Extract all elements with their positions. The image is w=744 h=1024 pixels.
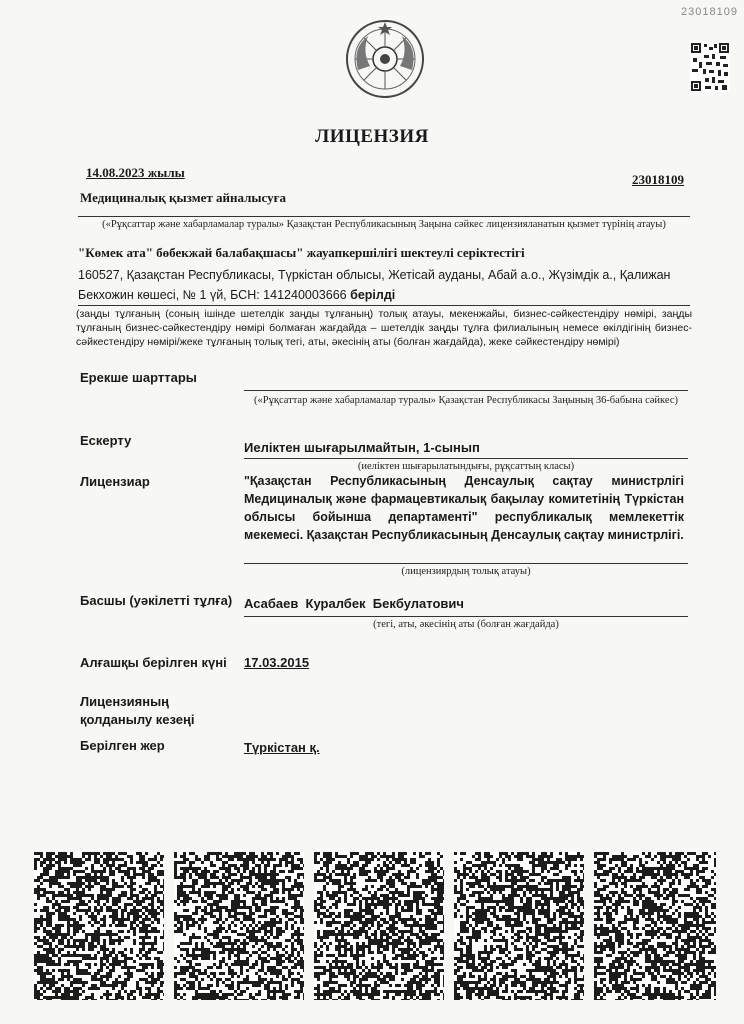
address-text: 160527, Қазақстан Республикасы, Түркістан облысы, Жетісай ауданы, Абай а.о., Жүзімдік а., Қалижан Бекхожин көшесі, № 1 үй, БСН: 141240003666 (78, 268, 671, 302)
special-conditions-caption: («Рұқсаттар және хабарламалар туралы» Қазақстан Республикасы Заңының 36-бабына сәйкес) (254, 395, 678, 406)
licensor-caption: (лицензиярдың толық атауы) (401, 566, 531, 577)
licensor-rule (244, 563, 688, 564)
head-rule (244, 616, 688, 617)
remark-caption: (иеліктен шығарылатындығы, рұқсаттың класы) (357, 461, 575, 472)
organization-address (78, 265, 690, 305)
special-conditions-rule (244, 390, 688, 391)
special-conditions-label: Ерекше шарттары (80, 370, 197, 385)
first-issue-label: Алғашқы берілген күні (80, 655, 227, 670)
head-caption: (тегі, аты, әкесінің аты (болған жағдайда) (373, 619, 559, 630)
qr-code-2 (174, 852, 304, 1000)
licensor-value: "Қазақстан Республикасының Денсаулық сақтау министрлігі Медициналық және фармацевтикалық бақылау комитетінің Түркістан облысы бойынша департаменті" республикалық мемлекеттік мекемесі. Қазақстан Республикасының Денсаулық сақтау министрлігі. (244, 474, 684, 542)
place-value: Түркістан қ. (244, 740, 320, 755)
place-label: Берілген жер (80, 738, 165, 753)
corner-number: 23018109 (681, 6, 738, 18)
organization-name: "Көмек ата" бөбекжай балабақшасы" жауапкершілігі шектеулі серіктестігі (78, 245, 525, 260)
activity-rule (78, 216, 690, 217)
validity-label-line1: Лицензияның (80, 694, 170, 709)
qr-code-top (690, 42, 730, 92)
head-label: Басшы (уәкілетті тұлға) (80, 593, 233, 608)
qr-code-4 (454, 852, 584, 1000)
organization-rule (78, 305, 690, 306)
qr-code-5 (594, 852, 716, 1000)
issue-date: 14.08.2023 жылы (86, 165, 185, 180)
activity-type: Медициналық қызмет айналысуға (80, 190, 287, 205)
activity-caption: («Рұқсаттар және хабарламалар туралы» Қазақстан Республикасының Заңына сәйкес лицензияланатын қызмет түрінің атауы) (102, 219, 666, 230)
qr-code-3 (314, 852, 444, 1000)
remark-value: Иеліктен шығарылмайтын, 1-сынып (244, 440, 480, 455)
document-title: ЛИЦЕНЗИЯ (315, 126, 429, 147)
qr-code-1 (34, 852, 164, 1000)
validity-label-line2: қолданылу кезеңі (80, 712, 195, 727)
remark-rule (244, 458, 688, 459)
state-emblem (344, 18, 426, 100)
head-value: Асабаев Куралбек Бекбулатович (244, 596, 464, 611)
address-suffix: берілді (350, 288, 396, 302)
licensor-label: Лицензиар (80, 474, 150, 489)
organization-caption: (заңды тұлғаның (соның ішінде шетелдік заңды тұлғаның) толық атауы, мекенжайы, бизнес-сәйкестендіру нөмірі, заңды тұлғаның бизнес-сәйкестендіру нөмірі болмаған жағдайда – шетелдік заңды тұлға филиалының немесе өкілдігінің бизнес-сәйкестендіру нөмірі/жеке тұлғаның толық тегі, аты, әкесінің аты (болған жағдайда), жеке сәйкестендіру нөмірі) (76, 308, 692, 348)
first-issue-value: 17.03.2015 (244, 655, 310, 670)
remark-label: Ескерту (80, 433, 132, 448)
license-number: 23018109 (632, 172, 684, 187)
